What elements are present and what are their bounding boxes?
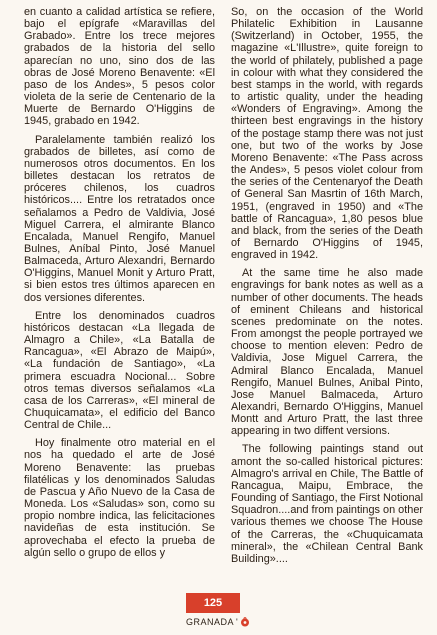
brand-name: GRANADA: [186, 617, 235, 627]
paragraph: Entre los denominados cuadros históricos destacan «La llegada de Almagro a Chile», «La Batalla de Rancagua», «El Abrazo de Maipú», «La fundación de Santiago», «La primera escuadra Nocional... Sobre otros temas diversos señalamos «La casa de los Carreras», «El mineral de Chuquicamata», el edificio del Banco Central de Chile...: [24, 309, 215, 432]
paragraph: So, on the occasion of the World Philatelic Exhibition in Lausanne (Switzerland) in October, 1955, the magazine «L'Illustre», quite foreign to the world of philately, published a page in colour with what they considered the best stamps in the world, with regards to artistic quality, under the heading «Wonders of Engraving». Among the thirteen best engravings in the history of the postage stamp there was not just one, but two of the works by Jose Moreno Benavente: «The Pass across the Andes», 5 pesos violet colour from the series of the Centenaryof the Death of General San Masrtin of 16th March, 1951, (engraved in 1950) and «The battle of Rancagua», 1,80 pesos blue and black, from the series of the Death of Bernardo O'Higgins of 1945, engraved in 1942.: [231, 6, 423, 262]
left-column-spanish: [24, 6, 215, 565]
right-column-english: [231, 6, 423, 571]
paragraph: en cuanto a calidad artística se refiere, bajo el epígrafe «Maravillas del Grabado». Entre los trece mejores grabados de la historia del sello aparecían no uno, sino dos de las obras de José Moreno Benavente: «El paso de los Andes», 5 pesos color violeta de la serie de Centenario de la Muerte de Bernardo O'Higgins de 1945, grabado en 1942.: [24, 6, 215, 128]
brand-mark: ': [236, 617, 239, 627]
paragraph: At the same time he also made engravings for bank notes as well as a number of other documents. The heads of eminent Chileans and historical scenes predominate on the notes. From amongst the people portrayed we choose to mention eleven: Pedro de Valdivia, Jose Miguel Carrera, the Admiral Blanco Encalada, Manuel Rengifo, Manuel Bulnes, Anibal Pinto, Jose Manuel Balmaceda, Arturo Alexandri, Bernardo O'Higgins, Manuel Montt and Arturo Pratt, the last three appearing in two diffent versions.: [231, 267, 423, 438]
page-number: 125: [203, 597, 223, 609]
page-footer: [0, 593, 437, 635]
paragraph: Hoy finalmente otro material en el nos ha quedado el arte de José Moreno Benavente: las pruebas filatélicas y los denominados Saludas de Pascua y Año Nuevo de la Casa de Moneda. Los «Saludas» son, como su propio nombre indica, las felicitaciones navideñas de esta institución. Se aprovechaba el efecto la prueba de algún sello o grupo de ellos y: [24, 437, 215, 559]
pomegranate-icon: [240, 617, 250, 627]
page-number-badge: [186, 593, 240, 613]
paragraph: Paralelamente también realizó los grabados de billetes, así como de numerosos otros documentos. En los billetes destacan los retratos de próceres chilenos, los cuadros históricos.... Entre los retratados once señalamos a Pedro de Valdivia, José Miguel Carrera, el almirante Blanco Encalada, Manuel Rengifo, Manuel Bulnes, Aníbal Pinto, José Manuel Balmaceda, Arturo Alexandri, Bernardo O'Higgins, Manuel Monit y Arturo Pratt, si bien estos tres últimos aparecen en dos versiones diferentes.: [24, 133, 215, 304]
paragraph: The following paintings stand out amont the so-called historical pictures: Almagro's arrival en Chile, The Battle of Rancagua, Maipu, Embrace, the Founding of Santiago, the First Notional Squadron....and from paintings on other various themes we choose The House of the Carreras, the «Chuquicamata mineral», the «Chilean Central Bank Building»....: [231, 443, 423, 565]
brand: [186, 615, 246, 629]
